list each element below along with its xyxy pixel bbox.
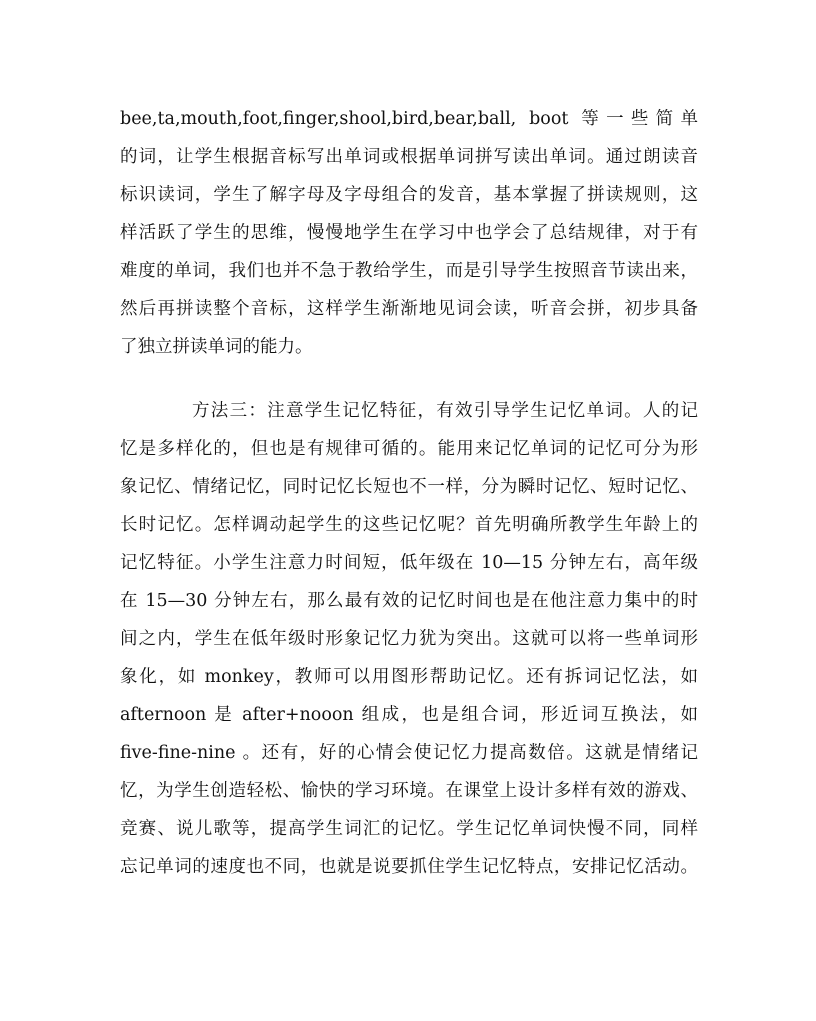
paragraph-2-line: 忘记单词的速度也不同，也就是说要抓住学生记忆特点，安排记忆活动。 <box>120 857 698 877</box>
paragraph-1-line: 标识读词，学生了解字母及字母组合的发音，基本掌握了拼读规则，这 <box>120 185 698 205</box>
paragraph-1-line: 难度的单词，我们也并不急于教给学生，而是引导学生按照音节读出来， <box>120 261 698 281</box>
paragraph-2 <box>120 392 698 886</box>
paragraph-2-line: 忆是多样化的，但也是有规律可循的。能用来记忆单词的记忆可分为形 <box>120 439 698 459</box>
paragraph-2-line: 在 15—30 分钟左右，那么最有效的记忆时间也是在他注意力集中的时 <box>120 591 698 611</box>
paragraph-2-line: 象记忆、情绪记忆，同时记忆长短也不一样，分为瞬时记忆、短时记忆、 <box>120 477 698 497</box>
paragraph-2-line: 象化，如 monkey，教师可以用图形帮助记忆。还有拆词记忆法，如 <box>120 667 698 687</box>
paragraph-1-line: 的词，让学生根据音标写出单词或根据单词拼写读出单词。通过朗读音 <box>120 147 698 167</box>
paragraph-1-line: 样活跃了学生的思维，慢慢地学生在学习中也学会了总结规律，对于有 <box>120 223 698 243</box>
paragraph-1 <box>120 100 698 366</box>
paragraph-2-line: afternoon 是 after+nooon 组成，也是组合词，形近词互换法，如 <box>120 705 698 725</box>
paragraph-2-line: 间之内，学生在低年级时形象记忆力犹为突出。这就可以将一些单词形 <box>120 629 698 649</box>
paragraph-2-line: five-fine-nine 。还有，好的心情会使记忆力提高数倍。这就是情绪记 <box>120 743 698 763</box>
paragraph-2-line: 竞赛、说儿歌等，提高学生词汇的记忆。学生记忆单词快慢不同，同样 <box>120 819 698 839</box>
paragraph-1-line: 了独立拼读单词的能力。 <box>120 337 313 357</box>
paragraph-2-line: 长时记忆。怎样调动起学生的这些记忆呢？首先明确所教学生年龄上的 <box>120 515 698 535</box>
paragraph-2-line: 记忆特征。小学生注意力时间短，低年级在 10—15 分钟左右，高年级 <box>120 553 698 573</box>
paragraph-2-line: 方法三：注意学生记忆特征，有效引导学生记忆单词。人的记 <box>192 401 698 421</box>
paragraph-2-line: 忆，为学生创造轻松、愉快的学习环境。在课堂上设计多样有效的游戏、 <box>120 781 698 801</box>
paragraph-1-line: bee,ta,mouth,foot,finger,shool,bird,bear,ball, boot 等一些简单 <box>120 109 698 129</box>
paragraph-1-line: 然后再拼读整个音标，这样学生渐渐地见词会读，听音会拼，初步具备 <box>120 299 698 319</box>
